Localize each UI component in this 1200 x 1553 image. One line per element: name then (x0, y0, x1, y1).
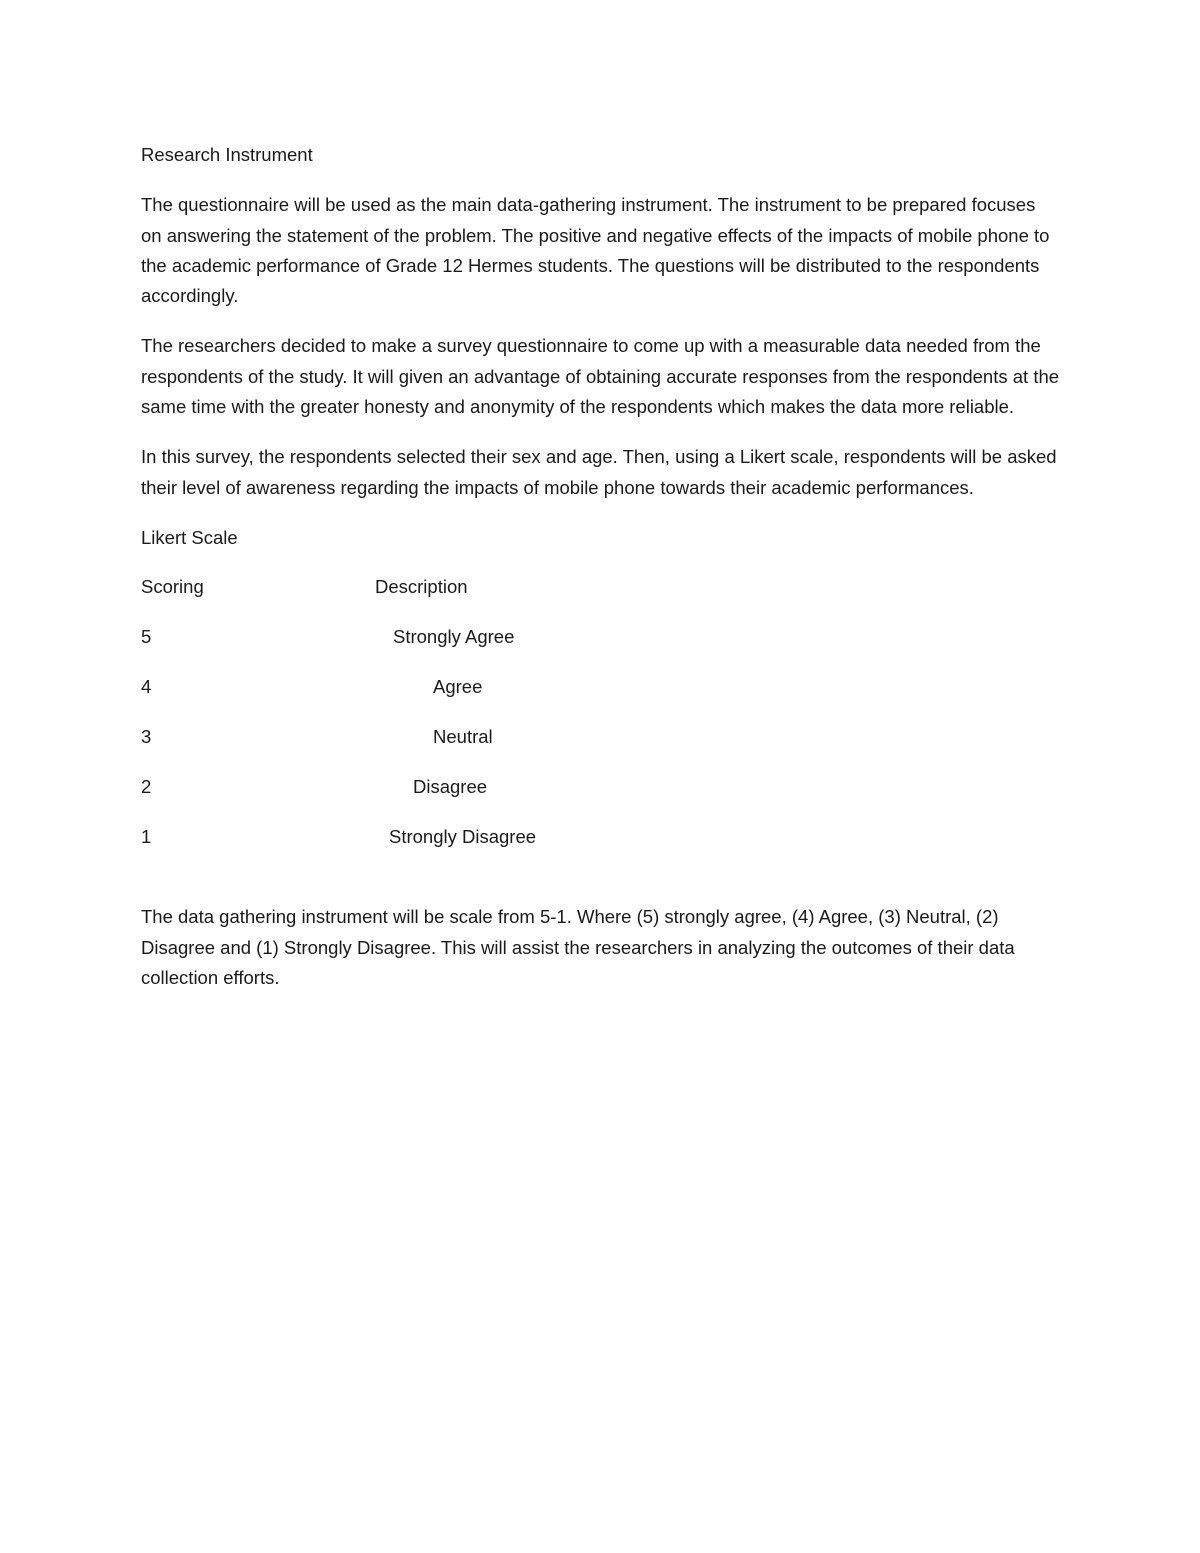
scale-score: 2 (141, 776, 152, 798)
likert-scale-row (141, 772, 641, 802)
scale-description: Agree (433, 676, 483, 698)
description-header: Description (375, 576, 468, 598)
paragraph-survey-rationale: The researchers decided to make a survey questionnaire to come up with a measurable data needed from the respondents of the study. It will given an advantage of obtaining accurate responses from the respondents at the same time with the greater honesty and anonymity of the respondents which makes the data more reliable. (141, 335, 1060, 418)
section-heading: Research Instrument (141, 144, 313, 165)
likert-scale-header-row (141, 572, 641, 602)
scale-description: Disagree (413, 776, 488, 798)
paragraph-survey-method: In this survey, the respondents selected their sex and age. Then, using a Likert scale, respondents will be asked their level of awareness regarding the impacts of mobile phone towards their academic performances. (141, 446, 1057, 498)
paragraph-closing: The data gathering instrument will be scale from 5-1. Where (5) strongly agree, (4) Agree, (3) Neutral, (2) Disagree and (1) Strongly Disagree. This will assist the researchers in analyzing the outcomes of their data collection efforts. (141, 906, 1015, 988)
likert-scale-row (141, 622, 641, 652)
scale-score: 1 (141, 826, 152, 848)
likert-scale-table (141, 572, 641, 852)
scale-description: Strongly Disagree (389, 826, 537, 848)
scale-score: 4 (141, 676, 152, 698)
paragraph-instrument: The questionnaire will be used as the main data-gathering instrument. The instrument to be prepared focuses on answering the statement of the problem. The positive and negative effects of the impacts of mobile phone to the academic performance of Grade 12 Hermes students. The questions will be distributed to the respondents accordingly. (141, 194, 1050, 307)
scale-description: Neutral (433, 726, 493, 748)
scale-description: Strongly Agree (393, 626, 515, 648)
likert-scale-title: Likert Scale (141, 526, 238, 548)
scale-score: 3 (141, 726, 152, 748)
scoring-header: Scoring (141, 576, 204, 598)
likert-scale-row (141, 672, 641, 702)
likert-scale-row (141, 722, 641, 752)
likert-scale-row (141, 822, 641, 852)
scale-score: 5 (141, 626, 152, 648)
document-body (141, 140, 1061, 1013)
